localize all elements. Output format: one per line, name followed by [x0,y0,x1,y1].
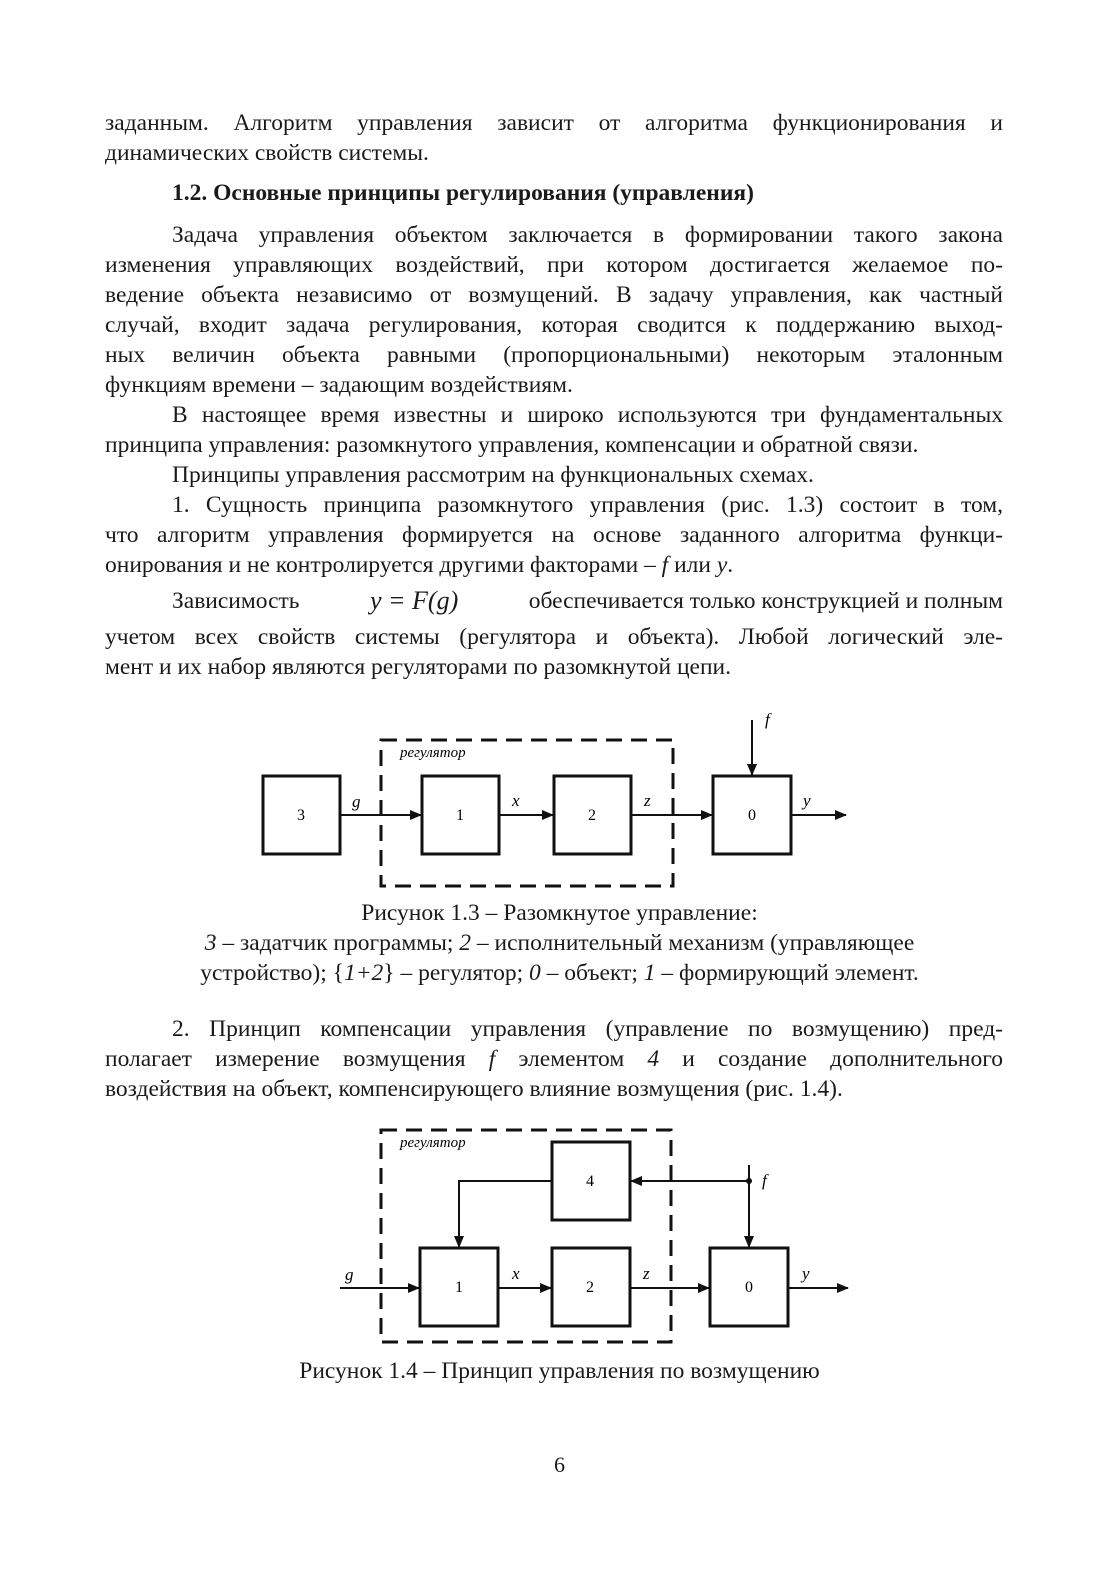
text-line: изменения управляющих воздействий, при котором достигается желаемое по- [105,252,1003,278]
text-line: мент и их набор являются регуляторами по разомкнутой цепи. [105,654,731,680]
junction-dot [746,1178,752,1184]
figure-caption: Рисунок 1.3 – Разомкнутое управление: [361,900,758,926]
regulator-boundary [381,740,673,886]
block-label: 0 [745,1279,753,1296]
text-line: динамических свойств системы. [105,140,429,166]
signal-y: y [802,1264,810,1283]
text-line: принципа управления: разомкнутого управления, компенсации и обратной связи. [105,432,919,458]
text-span: устройство); { [200,960,344,986]
signal-z: z [644,791,651,810]
signal-x: x [512,1264,520,1283]
figure-legend-line [0,958,1119,988]
legend-ref: 0 [529,960,541,986]
figure-caption: Рисунок 1.4 – Принцип управления по возмущению [299,1358,820,1384]
block-label: 2 [588,807,596,824]
block-label: 2 [586,1279,594,1296]
block-label: 1 [456,807,464,824]
text-span: – формирующий элемент. [655,960,919,986]
regulator-label: регулятор [400,1135,466,1151]
signal-f: f [765,710,770,729]
text-line: что алгоритм управления формируется на основе заданного алгоритма функци- [105,522,1003,548]
signal-x: x [512,791,520,810]
text-line: учетом всех свойств системы (регулятора и объекта). Любой логический эле- [105,624,1003,650]
symbol-y: y [716,552,728,578]
block-label: 4 [586,1173,594,1190]
signal-f: f [762,1171,767,1190]
symbol-f: f [488,1046,496,1072]
text-span: – исполнительный механизм (управляющее [471,930,915,956]
text-line: ведение объекта независимо от возмущений. В задачу управления, как частный [105,282,1003,308]
text-span: или [668,552,717,578]
symbol-4: 4 [647,1046,660,1072]
legend-ref: 3 [204,930,217,956]
signal-g: g [352,792,361,811]
text-line: функциям времени – задающим воздействиям. [105,372,573,398]
text-span: } – регулятор; [383,960,530,986]
regulator-label: регулятор [400,745,466,761]
text-line: воздействия на объект, компенсирующего влияние возмущения (рис. 1.4). [105,1076,843,1102]
block-label: 3 [297,807,305,824]
text-line: случай, входит задача регулирования, которая сводится к поддержанию выход- [105,312,1003,338]
block-label: 1 [455,1279,463,1296]
signal-y: y [803,791,811,810]
text-line: 1. Сущность принципа разомкнутого управления (рис. 1.3) состоит в том, [172,492,1003,518]
text-line: заданным. Алгоритм управления зависит от алгоритма функционирования и [105,110,1003,136]
text-line [105,1044,1003,1074]
legend-ref: 2 [459,930,472,956]
section-heading: 1.2. Основные принципы регулирования (управления) [172,180,754,206]
text-line: ных величин объекта равными (пропорциональными) некоторым эталонным [105,342,1003,368]
formula: y = F(g) [369,586,459,615]
text-span: полагает измерение возмущения [105,1046,489,1072]
regulator-boundary [381,1130,671,1342]
text-line: Принципы управления рассмотрим на функциональных схемах. [172,462,814,488]
text-span: . [727,552,734,578]
text-span: онирования и не контролируется другими факторами – [105,552,662,578]
symbol-f: f [661,552,669,578]
text-line: 2. Принцип компенсации управления (управление по возмущению) пред- [172,1016,1003,1042]
text-span: элементом [495,1046,648,1072]
legend-ref: 1+2 [343,960,384,986]
signal-z: z [643,1264,650,1283]
block-label: 0 [748,807,756,824]
legend-ref: 1 [643,960,656,986]
text-span: – объект; [540,960,644,986]
arrow-4-to-1 [459,1181,552,1247]
text-span: – задатчик программы; [216,930,460,956]
text-span: обеспечивается только конструкцией и полным [528,588,1003,614]
figure-legend-line [0,928,1119,958]
text-line: В настоящее время известны и широко используются три фундаментальных [172,402,1003,428]
page-number: 6 [554,1452,565,1477]
text-span: Зависимость [172,588,300,614]
signal-g: g [345,1265,354,1284]
text-span: и создание дополнительного [659,1046,1003,1072]
text-line: Задача управления объектом заключается в формировании такого закона [172,222,1003,248]
